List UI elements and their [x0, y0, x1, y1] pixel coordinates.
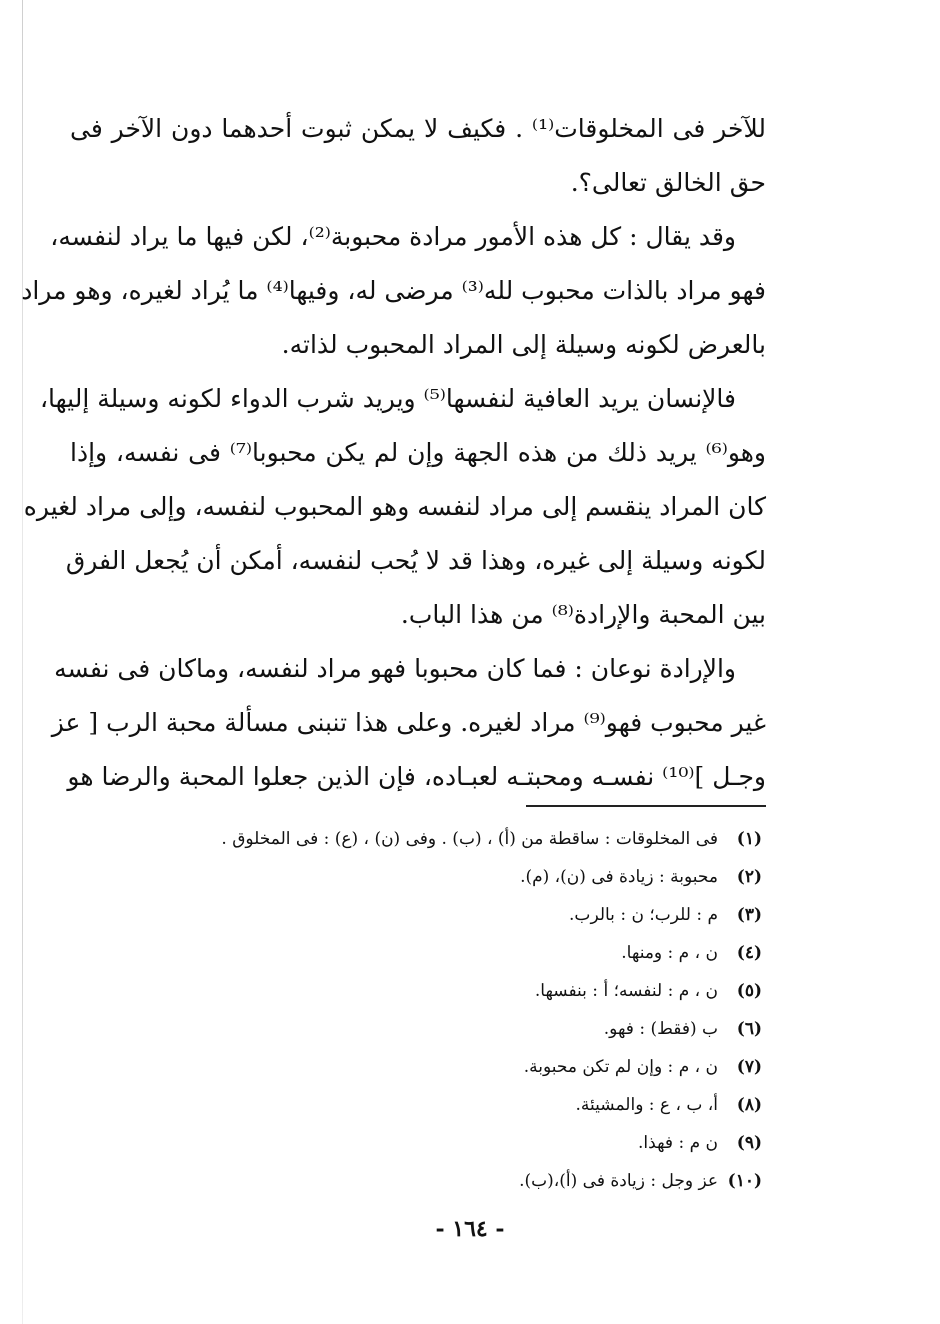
- footnote-number: (١): [736, 829, 762, 849]
- footnote-number: (١٠): [727, 1171, 762, 1191]
- footnote: [70, 1010, 766, 1048]
- body-line: وقد يقال : كل هذه الأمور مرادة محبوبة⁽²⁾، لكن فيها ما يراد لنفسه،: [50, 222, 736, 251]
- body-line: وجـل ]⁽¹⁰⁾ نفسـه ومحبتـه لعبـاده، فإن الذين جعلوا المحبة والرضا هو: [67, 762, 766, 791]
- footnote-number: (٥): [736, 981, 762, 1001]
- body-line: والإرادة نوعان : فما كان محبوبا فهو مراد لنفسه، وماكان فى نفسه: [54, 654, 736, 683]
- footnote-separator: [526, 805, 766, 807]
- footnote-text: ن ، م : ومنها.: [621, 943, 718, 963]
- body-line: بين المحبة والإرادة⁽⁸⁾ من هذا الباب.: [400, 600, 766, 629]
- footnote-text: فى المخلوقات : ساقطة من (أ) ، (ب) . وفى (ن) ، (ع) : فى المخلوق .: [221, 829, 718, 849]
- body-line: وهو⁽⁶⁾ يريد ذلك من هذه الجهة وإن لم يكن محبوبا⁽⁷⁾ فى نفسه، وإذا: [70, 438, 766, 467]
- footnote-number: (٦): [736, 1019, 762, 1039]
- footnote-text: أ، ب ، ع : والمشيئة.: [575, 1095, 718, 1115]
- footnote-number: (٨): [736, 1095, 762, 1115]
- footnote: [70, 1086, 766, 1124]
- page-number: - ١٦٤ -: [435, 1216, 505, 1242]
- footnote: [70, 1048, 766, 1086]
- footnotes: [70, 820, 766, 1200]
- footnote-number: (٧): [736, 1057, 762, 1077]
- footnote-text: محبوبة : زيادة فى (ن)، (م).: [520, 867, 718, 887]
- footnote: [70, 820, 766, 858]
- body-line: بالعرض لكونه وسيلة إلى المراد المحبوب لذاته.: [281, 330, 766, 359]
- body-line: للآخر فى المخلوقات⁽¹⁾ . فكيف لا يمكن ثبوت أحدهما دون الآخر فى: [70, 114, 766, 143]
- footnote-number: (٤): [736, 943, 762, 963]
- footnote: [70, 1124, 766, 1162]
- footnote-number: (٢): [736, 867, 762, 887]
- body-line: فالإنسان يريد العافية لنفسها⁽⁵⁾ ويريد شرب الدواء لكونه وسيلة إليها،: [39, 384, 736, 413]
- scan-edge-line: [22, 0, 23, 1324]
- footnote-number: (٩): [736, 1133, 762, 1153]
- body-line: كان المراد ينقسم إلى مراد لنفسه وهو المحبوب لنفسه، وإلى مراد لغيره: [23, 492, 766, 521]
- footnote-text: ب (فقط) : فهو.: [603, 1019, 718, 1039]
- footnote: [70, 858, 766, 896]
- body-line: لكونه وسيلة إلى غيره، وهذا قد لا يُحب لنفسه، أمكن أن يُجعل الفرق: [65, 546, 766, 575]
- footnote-text: عز وجل : زيادة فى (أ)،(ب).: [519, 1171, 718, 1191]
- footnote-number: (٣): [736, 905, 762, 925]
- footnote-text: ن ، م : وإن لم تكن محبوبة.: [523, 1057, 718, 1077]
- footnote-text: ن م : فهذا.: [638, 1133, 718, 1153]
- footnote-text: م : للرب؛ ن : بالرب.: [569, 905, 718, 925]
- body-line: حق الخالق تعالى؟.: [570, 168, 766, 197]
- body-text: [21, 102, 766, 804]
- footnote: [70, 896, 766, 934]
- footnote: [70, 934, 766, 972]
- footnote-text: ن ، م : لنفسه؛ أ : بنفسها.: [534, 981, 718, 1001]
- footnote: [70, 972, 766, 1010]
- body-line: غير محبوب فهو⁽⁹⁾ مراد لغيره. وعلى هذا تنبنى مسألة محبة الرب [ عز: [51, 708, 766, 737]
- document-page: [21, 102, 766, 1191]
- body-line: فهو مراد بالذات محبوب لله⁽³⁾ مرضى له، وفيها⁽⁴⁾ ما يُراد لغيره، وهو مراد: [21, 276, 766, 305]
- footnote: [70, 1162, 766, 1200]
